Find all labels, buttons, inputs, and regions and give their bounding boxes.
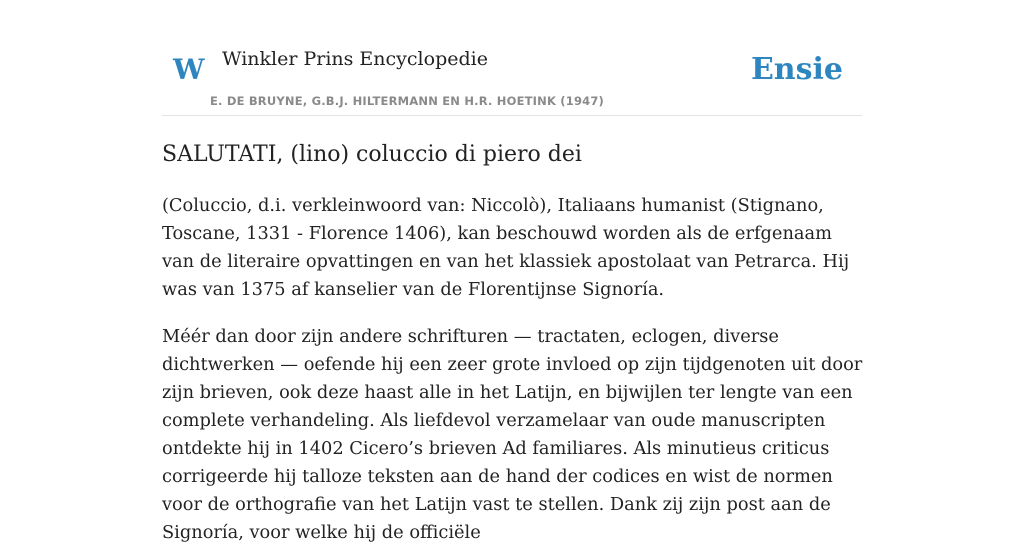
article-paragraph-1: (Coluccio, d.i. verkleinwoord van: Niccolò), Italiaans humanist (Stignano, Toscane, 1331 - Florence 1406), kan beschouwd worden als de erfgenaam van de literaire opvattingen en van het klassiek apostolaat van Petrarca. Hij was van 1375 af kanselier van de Florentijnse Signoría. bbox=[162, 195, 850, 300]
site-logo-w[interactable]: W bbox=[173, 53, 205, 86]
authors-subtitle: E. DE BRUYNE, G.B.J. HILTERMANN EN H.R. HOETINK (1947) bbox=[210, 94, 605, 108]
page bbox=[162, 0, 863, 543]
article-paragraph-2: Méér dan door zijn andere schrifturen — tractaten, eclogen, diverse dichtwerken — oefende hij een zeer grote invloed op zijn tijdgenoten uit door zijn brieven, ook deze haast alle in het Latijn, en bijwijlen ter lengte van een complete verhandeling. Als liefdevol verzamelaar van oude manuscripten ontdekte hij in 1402 Cicero’s brieven Ad familiares. Als minutieus criticus corrigeerde hij talloze teksten aan de hand der codices en wist de normen voor de orthografie van het Latijn vast te stellen. Dank zij zijn post aan de Signoría, voor welke hij de officiële bbox=[162, 326, 863, 543]
site-title[interactable]: Winkler Prins Encyclopedie bbox=[222, 48, 488, 70]
ensie-logo[interactable]: Ensie bbox=[750, 52, 843, 87]
site-header bbox=[162, 0, 862, 116]
article-title: SALUTATI, (lino) coluccio di piero dei bbox=[162, 142, 582, 167]
